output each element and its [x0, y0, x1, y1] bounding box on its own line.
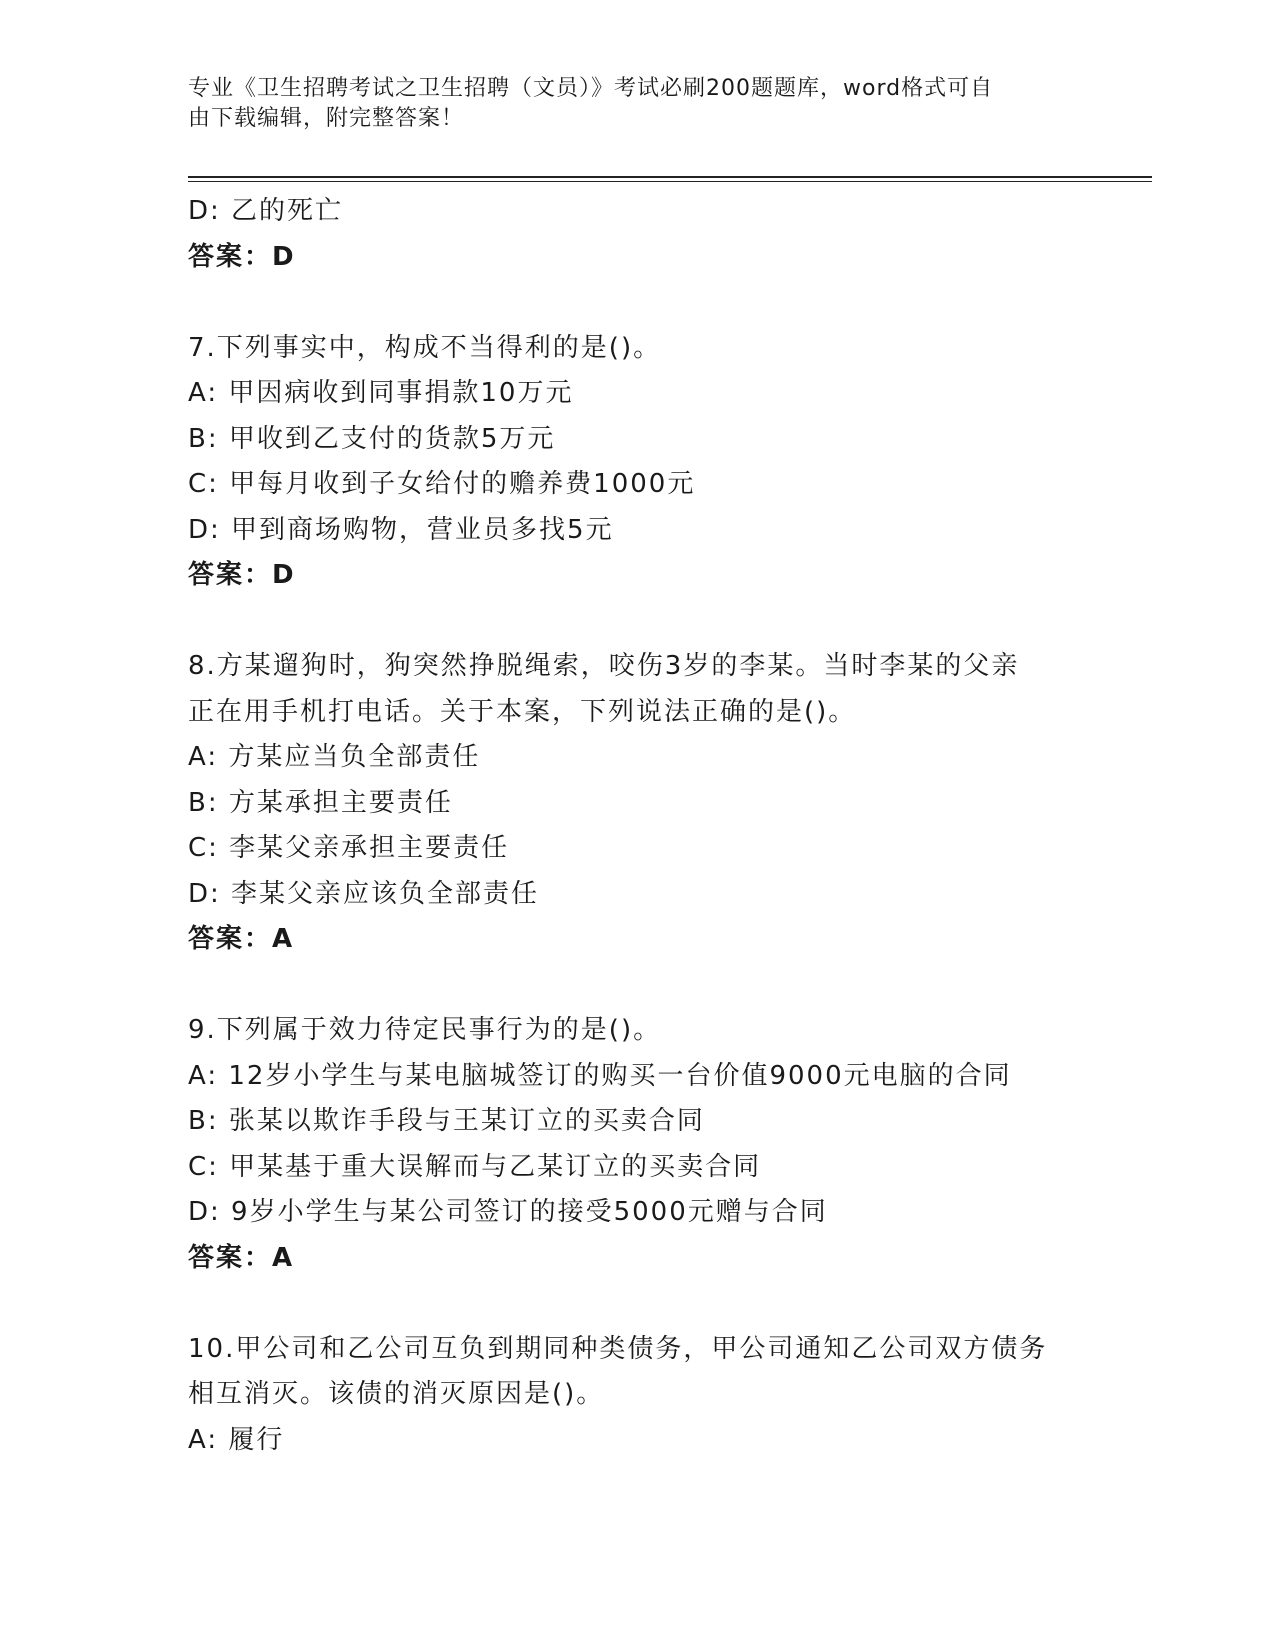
header-divider-thin	[188, 181, 1152, 182]
option-c: C: 甲每月收到子女给付的赡养费1000元	[188, 469, 696, 499]
option-c: C: 甲某基于重大误解而与乙某订立的买卖合同	[188, 1151, 762, 1182]
question-8	[188, 644, 1088, 963]
answer-line: 答案：A	[188, 924, 295, 954]
answer-line: 答案：D	[188, 560, 296, 590]
question-9	[188, 1008, 1088, 1281]
document-header	[188, 74, 1068, 134]
option-b: B: 张某以欺诈手段与王某订立的买卖合同	[188, 1106, 705, 1136]
option-a: A: 方某应当负全部责任	[188, 742, 481, 772]
question-7	[188, 326, 1088, 599]
header-divider-thick	[188, 176, 1152, 178]
answer-line: 答案：D	[188, 241, 296, 272]
spacer	[188, 1281, 1088, 1327]
option-d: D: 乙的死亡	[188, 196, 344, 226]
option-a: A: 甲因病收到同事捐款10万元	[188, 378, 574, 408]
question-stem: 9.下列属于效力待定民事行为的是()。	[188, 1015, 662, 1045]
question-stem-line-1: 8.方某遛狗时，狗突然挣脱绳索，咬伤3岁的李某。当时李某的父亲	[188, 651, 1020, 681]
option-b: B: 方某承担主要责任	[188, 787, 453, 818]
spacer	[188, 280, 1088, 326]
spacer	[188, 599, 1088, 645]
question-stem: 7.下列事实中，构成不当得利的是()。	[188, 332, 662, 363]
option-d: D: 9岁小学生与某公司签订的接受5000元赠与合同	[188, 1197, 828, 1227]
answer-line: 答案：A	[188, 1242, 295, 1273]
question-10	[188, 1327, 1088, 1464]
option-c: C: 李某父亲承担主要责任	[188, 833, 510, 863]
option-a: A: 履行	[188, 1424, 285, 1455]
spacer	[188, 963, 1088, 1009]
question-list	[188, 189, 1088, 1463]
header-title-line-2: 由下载编辑，附完整答案！	[188, 106, 465, 131]
option-d: D: 甲到商场购物，营业员多找5元	[188, 514, 614, 545]
question-stem-line-2: 相互消灭。该债的消灭原因是()。	[188, 1379, 605, 1409]
question-stem-line-1: 10.甲公司和乙公司互负到期同种类债务，甲公司通知乙公司双方债务	[188, 1333, 1048, 1364]
option-b: B: 甲收到乙支付的货款5万元	[188, 423, 556, 454]
option-d: D: 李某父亲应该负全部责任	[188, 878, 540, 909]
previous-question-fragment	[188, 189, 1088, 280]
question-stem-line-2: 正在用手机打电话。关于本案，下列说法正确的是()。	[188, 696, 857, 727]
option-a: A: 12岁小学生与某电脑城签订的购买一台价值9000元电脑的合同	[188, 1060, 1012, 1091]
header-title-line-1: 专业《卫生招聘考试之卫生招聘（文员）》考试必刷200题题库，word格式可自	[188, 76, 994, 101]
